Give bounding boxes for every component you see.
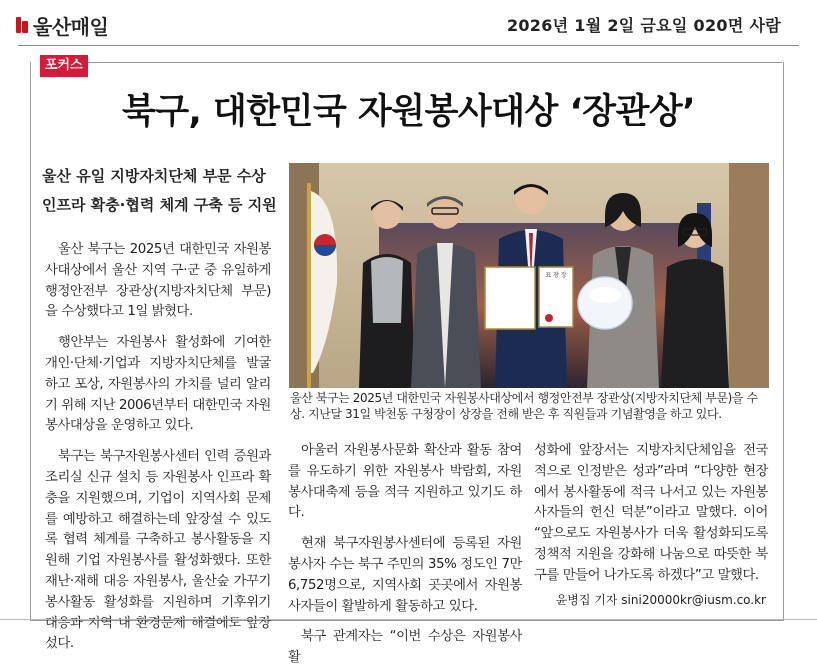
paragraph: 아울러 자원봉사문화 확산과 활동 참여를 유도하기 위한 자원봉사 박람회, 자원봉사대축제 등을 적극 지원하고 있기도 하다. bbox=[288, 443, 522, 521]
photo-caption: 울산 북구는 2025년 대한민국 자원봉사대상에서 행정안전부 장관상(지방자치단체 부문)을 수상. 지난달 31일 박천동 구청장이 상장을 전해 받은 후 직원들과 기념촬영을 하고 있다. bbox=[290, 391, 758, 421]
award-photo bbox=[289, 163, 769, 388]
certificate-heading: 표 창 장 bbox=[545, 272, 567, 279]
paragraph: 울산 북구는 2025년 대한민국 자원봉사대상에서 울산 지역 구·군 중 유일하게 행정안전부 장관상(지방자치단체 부문)을 수상했다고 1일 밝혔다. bbox=[45, 242, 271, 320]
body-column-1 bbox=[45, 240, 271, 655]
body-column-2 bbox=[288, 441, 522, 669]
paragraph: 북구 관계자는 “이번 수상은 자원봉사 활 bbox=[288, 629, 522, 666]
paragraph: 성화에 앞장서는 지방자치단체임을 전국적으로 인정받은 성과”라며 “다양한 현장에서 봉사활동에 적극 나서고 있는 자원봉사자들의 헌신 덕분”이라고 말했다. 이어 “앞으로도 자원봉사가 더욱 활성화되도록 정책적 지원을 강화해 나눔으로 따뜻한 북구를 만들어 나가도록 하겠다”고 말했다. bbox=[534, 443, 768, 583]
award-photo-image bbox=[289, 163, 769, 388]
paragraph: 행안부는 자원봉사 활성화에 기여한 개인·단체·기업과 지방자치단체를 발굴하고 포상, 자원봉사의 가치를 널리 알리기 위해 지난 2006년부터 대한민국 자원봉사대상을 운영하고 있다. bbox=[45, 335, 271, 434]
section-tag: 포커스 bbox=[40, 55, 88, 77]
body-column-3 bbox=[534, 441, 768, 587]
article-frame-top bbox=[86, 62, 782, 63]
newspaper-name: 울산매일 bbox=[33, 14, 109, 39]
byline: 윤병집 기자 sini20000kr@iusm.co.kr bbox=[555, 593, 766, 607]
dateline: 2026년 1월 2일 금요일 020면 사람 bbox=[506, 16, 781, 35]
masthead-rule bbox=[18, 45, 799, 46]
paragraph: 현재 북구자원봉사센터에 등록된 자원봉사자 수는 북구 주민의 35% 정도인 7만 6,752명으로, 지역사회 곳곳에서 자원봉사자들이 활발하게 활동하고 있다. bbox=[288, 536, 522, 614]
subhead-1: 울산 유일 지방자치단체 부문 수상 bbox=[42, 167, 266, 185]
newspaper-logo-icon bbox=[16, 15, 30, 35]
paragraph: 북구는 북구자원봉사센터 인력 증원과 조리실 신규 설치 등 자원봉사 인프라 확충을 지원했으며, 기업이 지역사회 문제를 예방하고 해결하는데 앞장설 수 있도록 협력 체계를 구축하고 봉사활동을 지원해 기업 자원봉사를 활성화했다. 또한 재난·재해 대응 자원봉사, 울산숲 가꾸기 봉사활동 활성화를 지원하며 기후위기 대응과 지역 내 환경문제 해결에도 앞장섰다. bbox=[45, 449, 271, 652]
subhead-2: 인프라 확충·협력 체계 구축 등 지원 bbox=[42, 196, 277, 214]
page-bottom-rule bbox=[0, 619, 817, 620]
masthead bbox=[16, 10, 108, 40]
headline: 북구, 대한민국 자원봉사대상 ‘장관상’ bbox=[121, 92, 696, 132]
